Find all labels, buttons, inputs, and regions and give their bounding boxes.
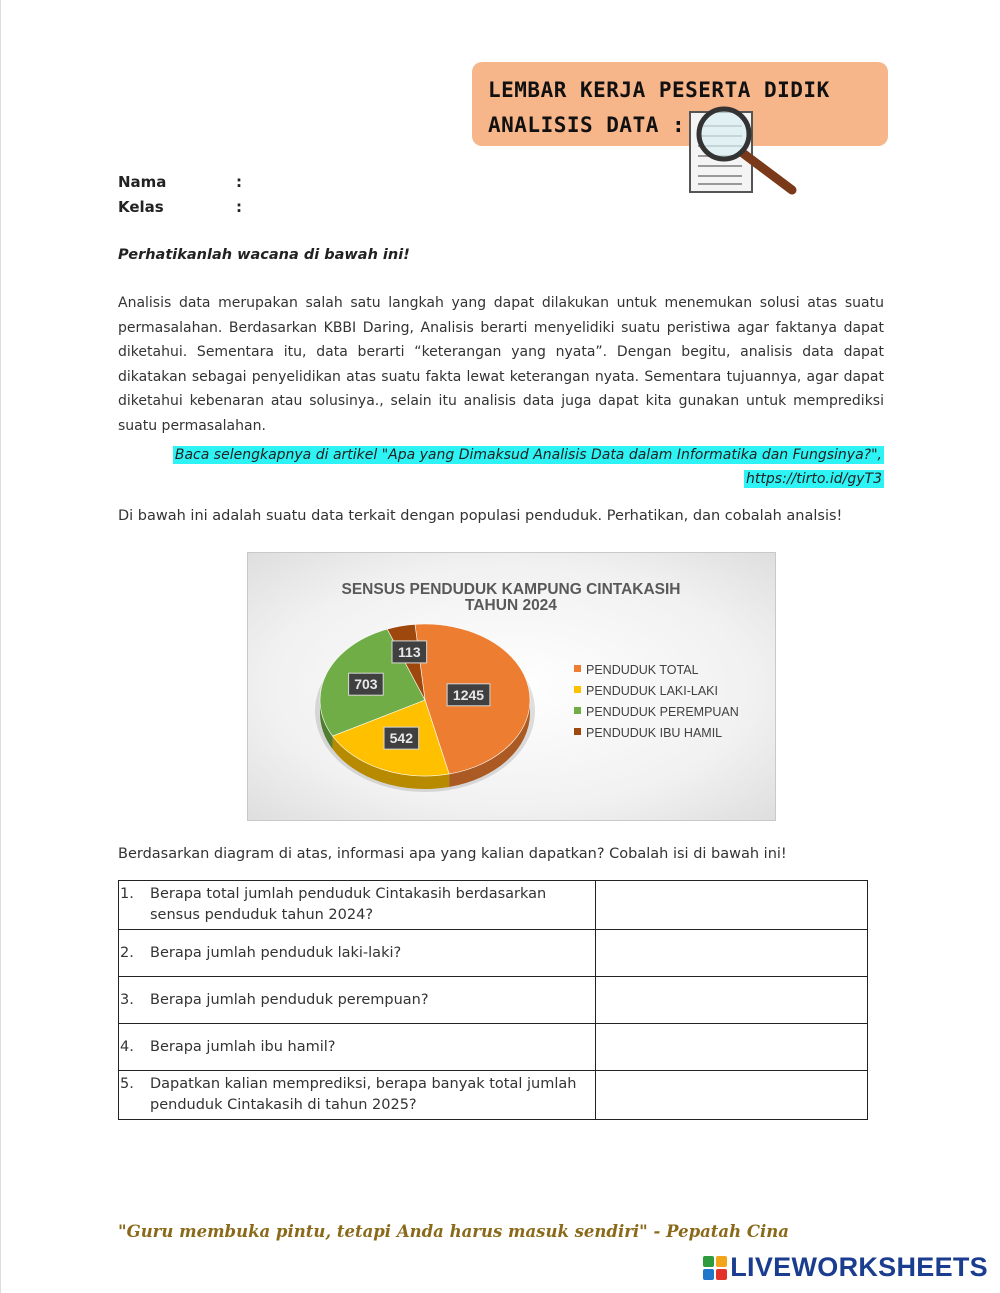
table-row bbox=[119, 977, 868, 1024]
question-text: Berapa jumlah penduduk perempuan? bbox=[150, 991, 429, 1008]
liveworksheets-logo[interactable] bbox=[703, 1252, 988, 1283]
svg-text:PENDUDUK LAKI-LAKI: PENDUDUK LAKI-LAKI bbox=[586, 684, 718, 698]
question-cell bbox=[119, 977, 596, 1024]
question-number: 5. bbox=[120, 1076, 134, 1092]
field-kelas-colon: : bbox=[236, 198, 242, 216]
pie-label-penduduk-ibu-hamil bbox=[392, 641, 427, 663]
source-citation bbox=[173, 443, 884, 491]
legend-item-penduduk-perempuan bbox=[574, 705, 739, 719]
chart-title-line-1: SENSUS PENDUDUK KAMPUNG CINTAKASIH bbox=[341, 581, 681, 598]
question-cell bbox=[119, 881, 596, 930]
question-text: Dapatkan kalian memprediksi, berapa banyak total jumlah penduduk Cintakasih di tahun 2025? bbox=[150, 1076, 577, 1113]
legend-item-penduduk-ibu-hamil bbox=[574, 726, 722, 740]
question-number: 4. bbox=[120, 1038, 134, 1055]
reading-passage: Analisis data merupakan salah satu langkah yang dapat dilakukan untuk menemukan solusi atas suatu permasalahan. Berdasarkan KBBI Daring, Analisis berarti menyelidiki suatu peristiwa agar faktanya dapat diketahui. Sementara itu, data berarti “keterangan yang nyata”. Dengan begitu, analisis data dapat dikatakan sebagai penyelidikan atas suatu fakta lewat keterangan nyata. Sementara tujuannya, agar dapat diketahui kebenaran atau solusinya., selain itu analisis data juga dapat kita gunakan untuk memprediksi suatu permasalahan. bbox=[118, 295, 884, 434]
svg-text:PENDUDUK PEREMPUAN: PENDUDUK PEREMPUAN bbox=[586, 705, 739, 719]
svg-text:113: 113 bbox=[398, 643, 421, 660]
svg-text:1245: 1245 bbox=[452, 686, 485, 703]
svg-text:542: 542 bbox=[389, 730, 414, 747]
question-text: Berapa total jumlah penduduk Cintakasih berdasarkan sensus penduduk tahun 2024? bbox=[150, 886, 547, 923]
legend-item-penduduk-total bbox=[574, 663, 699, 677]
answer-field-3[interactable] bbox=[596, 977, 868, 1024]
pie-legend bbox=[574, 663, 739, 740]
title-banner bbox=[472, 62, 888, 146]
magnifier-document-icon bbox=[684, 104, 804, 200]
question-number: 1. bbox=[120, 886, 134, 902]
svg-text:PENDUDUK IBU HAMIL: PENDUDUK IBU HAMIL bbox=[586, 726, 723, 740]
liveworksheets-wordmark: LIVEWORKSHEETS bbox=[730, 1252, 988, 1282]
answer-field-2[interactable] bbox=[596, 930, 868, 977]
question-cell bbox=[119, 1071, 596, 1120]
svg-text:PENDUDUK TOTAL: PENDUDUK TOTAL bbox=[586, 663, 699, 677]
closing-quote: "Guru membuka pintu, tetapi Anda harus masuk sendiri" - Pepatah Cina bbox=[118, 1222, 789, 1241]
title-line-1: LEMBAR KERJA PESERTA DIDIK bbox=[488, 78, 830, 102]
legend-item-penduduk-laki-laki bbox=[574, 684, 718, 698]
chart-title-line-2: TAHUN 2024 bbox=[465, 597, 557, 614]
question-prompt: Berdasarkan diagram di atas, informasi apa yang kalian dapatkan? Cobalah isi di bawah ini! bbox=[118, 846, 787, 862]
answer-field-5[interactable] bbox=[596, 1071, 868, 1120]
pie-label-penduduk-laki-laki bbox=[384, 727, 419, 749]
pie-label-penduduk-total bbox=[447, 684, 490, 706]
table-row bbox=[119, 1024, 868, 1071]
intro-text: Di bawah ini adalah suatu data terkait dengan populasi penduduk. Perhatikan, dan cobalah analsis! bbox=[118, 508, 843, 524]
liveworksheets-icon bbox=[703, 1256, 727, 1280]
pie-label-penduduk-perempuan bbox=[349, 673, 384, 695]
question-cell bbox=[119, 930, 596, 977]
pie-chart bbox=[247, 552, 776, 821]
question-table bbox=[118, 880, 868, 1120]
field-kelas bbox=[118, 198, 242, 216]
pie-chart-svg bbox=[248, 553, 775, 820]
field-kelas-label: Kelas bbox=[118, 198, 164, 216]
title-line-2: ANALISIS DATA : bbox=[488, 113, 686, 137]
field-nama bbox=[118, 173, 242, 191]
field-nama-colon: : bbox=[236, 173, 242, 191]
answer-field-1[interactable] bbox=[596, 881, 868, 930]
svg-text:703: 703 bbox=[354, 676, 378, 693]
question-cell bbox=[119, 1024, 596, 1071]
answer-field-4[interactable] bbox=[596, 1024, 868, 1071]
source-line-1: Baca selengkapnya di artikel "Apa yang Dimaksud Analisis Data dalam Informatika dan Fungsinya?", bbox=[174, 447, 882, 463]
question-text: Berapa jumlah penduduk laki-laki? bbox=[150, 944, 402, 961]
question-text: Berapa jumlah ibu hamil? bbox=[150, 1038, 336, 1055]
question-number: 2. bbox=[120, 944, 134, 961]
source-link[interactable]: https://tirto.id/gyT3 bbox=[746, 471, 882, 487]
page-edge bbox=[0, 0, 1, 1293]
table-row bbox=[119, 1071, 868, 1120]
table-row bbox=[119, 930, 868, 977]
field-nama-label: Nama bbox=[118, 173, 167, 191]
instruction: Perhatikanlah wacana di bawah ini! bbox=[118, 247, 410, 263]
table-row bbox=[119, 881, 868, 930]
question-number: 3. bbox=[120, 991, 134, 1008]
